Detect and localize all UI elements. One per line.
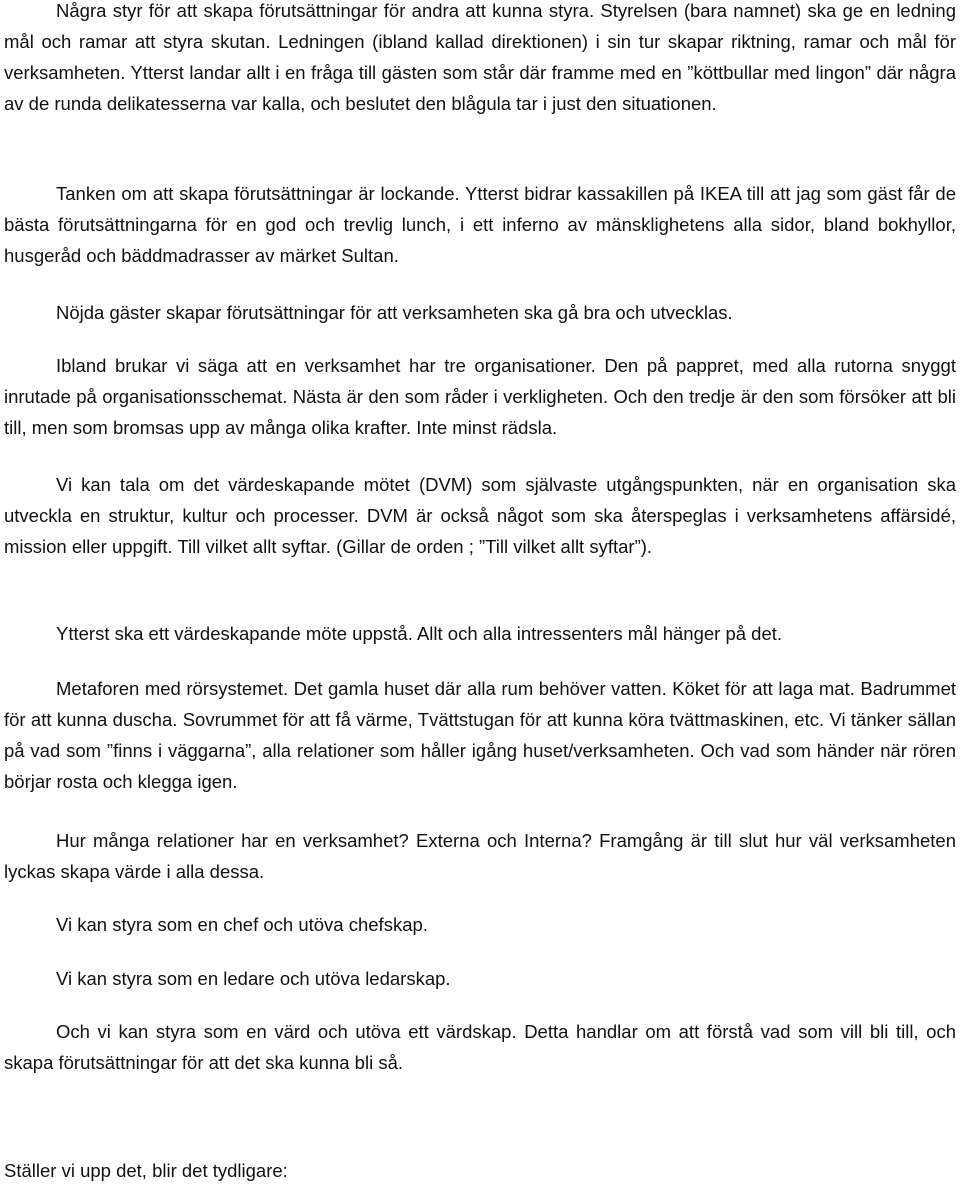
paragraph-3: Nöjda gäster skapar förutsättningar för att verksamheten ska gå bra och utvecklas. [56,302,733,323]
paragraph-7: Metaforen med rörsystemet. Det gamla huset där alla rum behöver vatten. Köket för att laga mat. Badrummet för att kunna duscha. Sovrummet för att få värme, Tvättstugan för att kunna köra tvättmaskinen, etc. Vi tänker sällan på vad som ”finns i väggarna”, alla relationer som håller igång huset/verksamheten. Och vad som händer när rören börjar rosta och klegga igen. [4,678,956,792]
paragraph-5: Vi kan tala om det värdeskapande mötet (DVM) som självaste utgångspunkten, när en organisation ska utveckla en struktur, kultur och processer. DVM är också något som ska återspeglas i verksamhetens affärsidé, mission eller uppgift. Till vilket allt syftar. (Gillar de orden ; ”Till vilket allt syftar”). [4,474,956,557]
paragraph-8: Hur många relationer har en verksamhet? Externa och Interna? Framgång är till slut hur väl verksamheten lyckas skapa värde i alla dessa. [4,830,956,882]
paragraph-9: Vi kan styra som en chef och utöva chefskap. [56,914,428,935]
paragraph-10: Vi kan styra som en ledare och utöva ledarskap. [56,968,451,989]
paragraph-2: Tanken om att skapa förutsättningar är lockande. Ytterst bidrar kassakillen på IKEA till att jag som gäst får de bästa förutsättningarna för en god och trevlig lunch, i ett inferno av mänsklighetens alla sidor, bland bokhyllor, husgeråd och bäddmadrasser av märket Sultan. [4,183,956,266]
paragraph-6: Ytterst ska ett värdeskapande möte uppstå. Allt och alla intressenters mål hänger på det. [56,623,783,644]
paragraph-11: Och vi kan styra som en värd och utöva ett värdskap. Detta handlar om att förstå vad som vill bli till, och skapa förutsättningar för att det ska kunna bli så. [4,1021,956,1073]
paragraph-4: Ibland brukar vi säga att en verksamhet har tre organisationer. Den på pappret, med alla rutorna snyggt inrutade på organisationsschemat. Nästa är den som råder i verkligheten. Och den tredje är den som försöker att bli till, men som bromsas upp av många olika krafter. Inte minst rädsla. [4,355,956,438]
paragraph-12: Ställer vi upp det, blir det tydligare: [4,1160,288,1181]
paragraph-1: Några styr för att skapa förutsättningar för andra att kunna styra. Styrelsen (bara namnet) ska ge en ledning mål och ramar att styra skutan. Ledningen (ibland kallad direktionen) i sin tur skapar riktning, ramar och mål för verksamheten. Ytterst landar allt i en fråga till gästen som står där framme med en ”köttbullar med lingon” där några av de runda delikatesserna var kalla, och beslutet den blågula tar i just den situationen. [4,0,956,114]
